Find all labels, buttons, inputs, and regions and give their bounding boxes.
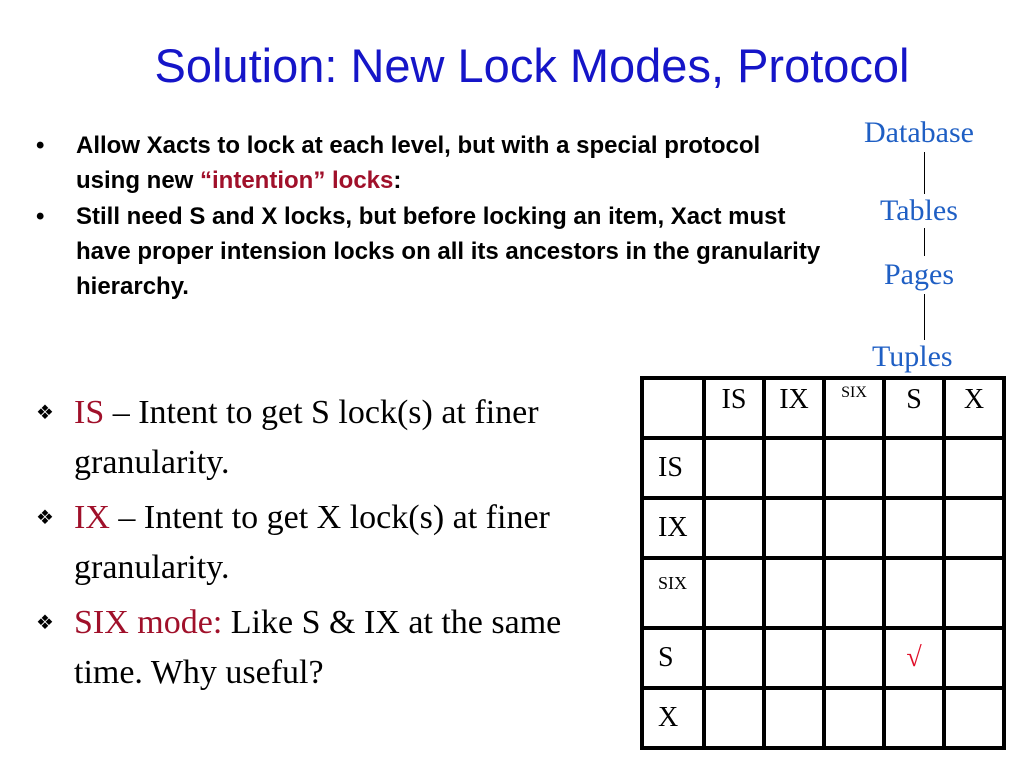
matrix-row-header: IX	[642, 498, 704, 558]
top-bullet-list	[36, 128, 826, 305]
matrix-row	[642, 498, 1004, 558]
matrix-cell	[704, 438, 764, 498]
hierarchy-connector	[924, 228, 925, 256]
matrix-cell	[944, 628, 1004, 688]
hierarchy-pages: Pages	[884, 258, 954, 291]
intention-locks-highlight: “intention” locks	[200, 167, 394, 194]
hierarchy-tuples: Tuples	[872, 340, 953, 373]
lock-mode-list	[36, 388, 596, 703]
matrix-cell	[884, 498, 944, 558]
lock-mode-description: – Intent to get S lock(s) at finer granularity.	[74, 394, 539, 481]
lock-mode-name: IX	[74, 499, 110, 536]
matrix-row	[642, 688, 1004, 748]
matrix-cell	[764, 558, 824, 628]
bullet-text: Still need S and X locks, but before locking an item, Xact must have proper intension locks on all its ancestors in the granularity hierarchy.	[76, 203, 821, 300]
matrix-cell	[704, 628, 764, 688]
matrix-cell	[944, 498, 1004, 558]
matrix-cell	[824, 688, 884, 748]
lock-mode-item	[36, 598, 596, 698]
matrix-cell	[884, 558, 944, 628]
matrix-cell	[764, 498, 824, 558]
compatibility-matrix	[640, 376, 1006, 750]
lock-mode-name: SIX mode:	[74, 604, 223, 641]
matrix-col-header: SIX	[824, 378, 884, 438]
matrix-col-header: IS	[704, 378, 764, 438]
bullet-text: Allow Xacts to lock at each level, but with a special protocol using new	[76, 132, 761, 194]
matrix-cell	[704, 558, 764, 628]
bullet-item	[36, 199, 826, 304]
matrix-cell	[764, 628, 824, 688]
matrix-row-header: S	[642, 628, 704, 688]
matrix-row	[642, 438, 1004, 498]
slide-title: Solution: New Lock Modes, Protocol	[154, 39, 910, 92]
bullet-dot-icon: •	[36, 203, 45, 230]
bullet-dot-icon: •	[36, 132, 45, 159]
matrix-col-header: S	[884, 378, 944, 438]
matrix-row-header: SIX	[642, 558, 704, 628]
matrix-cell	[824, 498, 884, 558]
matrix-cell-check-icon: √	[884, 628, 944, 688]
matrix-cell	[824, 558, 884, 628]
matrix-cell	[704, 688, 764, 748]
matrix-cell	[884, 438, 944, 498]
diamond-bullet-icon: ❖	[36, 507, 54, 529]
diamond-bullet-icon: ❖	[36, 402, 54, 424]
matrix-cell	[944, 558, 1004, 628]
matrix-corner-cell	[642, 378, 704, 438]
matrix-col-header: IX	[764, 378, 824, 438]
diamond-bullet-icon: ❖	[36, 612, 54, 634]
bullet-item	[36, 128, 826, 198]
lock-mode-item	[36, 388, 596, 488]
lock-mode-description: – Intent to get X lock(s) at finer granularity.	[74, 499, 550, 586]
matrix-cell	[704, 498, 764, 558]
granularity-hierarchy	[860, 110, 1010, 380]
matrix-cell	[764, 688, 824, 748]
lock-mode-name: IS	[74, 394, 105, 431]
hierarchy-connector	[924, 294, 925, 340]
matrix-row	[642, 628, 1004, 688]
matrix-cell	[824, 628, 884, 688]
lock-mode-item	[36, 493, 596, 593]
matrix-col-header: X	[944, 378, 1004, 438]
hierarchy-connector	[924, 152, 925, 194]
matrix-cell	[764, 438, 824, 498]
matrix-cell	[944, 438, 1004, 498]
matrix-header-row	[642, 378, 1004, 438]
matrix-row	[642, 558, 1004, 628]
matrix-row-header: X	[642, 688, 704, 748]
matrix-cell	[824, 438, 884, 498]
matrix-cell	[884, 688, 944, 748]
hierarchy-database: Database	[864, 116, 974, 149]
bullet-text-end: :	[393, 167, 402, 194]
matrix-row-header: IS	[642, 438, 704, 498]
hierarchy-tables: Tables	[880, 194, 958, 227]
matrix-cell	[944, 688, 1004, 748]
lock-mode-description: Like S & IX at the same time. Why useful?	[74, 604, 562, 691]
